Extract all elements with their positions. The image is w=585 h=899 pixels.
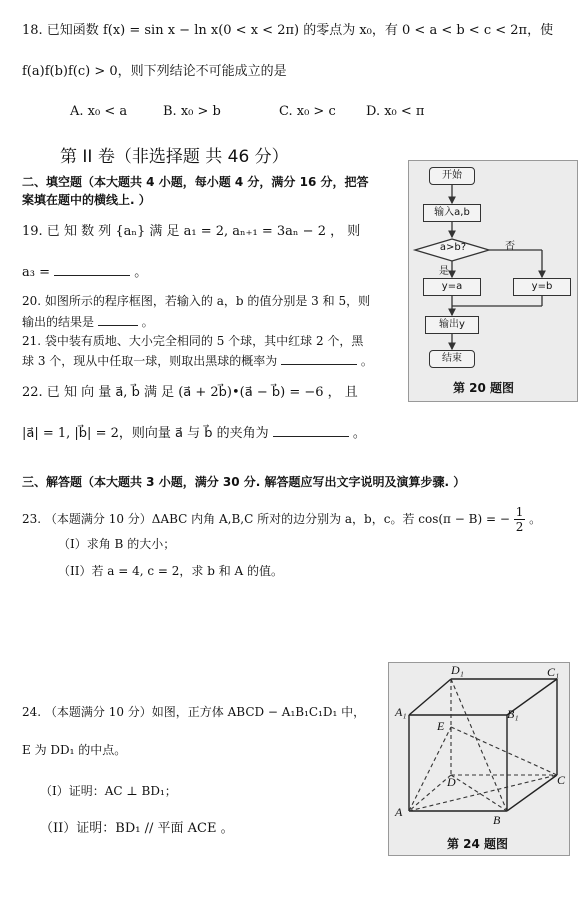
part2-title: 第 II 卷（非选择题 共 46 分） <box>60 147 289 167</box>
flowchart-no-label: 否 <box>505 241 515 252</box>
q19-answer-label: a₃ = <box>22 265 50 280</box>
q19-line1: 19. 已 知 数 列 {aₙ} 满 足 a₁ = 2, aₙ₊₁ = 3aₙ − 2 ， 则 <box>22 224 361 239</box>
q20-line1: 20. 如图所示的程序框图，若输入的 a，b 的值分别是 3 和 5，则 <box>22 294 371 308</box>
q23-period: 。 <box>529 512 542 526</box>
q21-answer-blank[interactable] <box>281 352 357 365</box>
cube-drawing <box>389 663 569 855</box>
flowchart-caption: 第 20 题图 <box>453 381 515 395</box>
q20-line2 <box>22 313 154 331</box>
q23-part2: （II）若 a = 4, c = 2，求 b 和 A 的值。 <box>58 564 284 578</box>
q20-answer-label: 输出的结果是 <box>22 315 95 329</box>
cube-figure <box>388 662 570 856</box>
q23-fraction <box>514 505 526 534</box>
q23-part1: （I）求角 B 的大小； <box>58 537 176 551</box>
cube-label-b: B <box>493 813 501 827</box>
q20-answer-blank[interactable] <box>98 313 138 326</box>
cube-label-a: A <box>395 805 403 819</box>
q22-answer-label: |a⃗| = 1, |b⃗| = 2，则向量 a⃗ 与 b⃗ 的夹角为 <box>22 426 269 441</box>
section2-line2: 案填在题中的横线上. ） <box>22 193 151 207</box>
cube-label-a1: A₁ <box>395 705 407 719</box>
q21-line2 <box>22 352 373 370</box>
cube-label-b1: B₁ <box>507 707 519 721</box>
flowchart-assign-b: y=b <box>513 278 571 296</box>
q19-answer-blank[interactable] <box>54 263 130 276</box>
cube-label-c1: C₁ <box>547 665 560 679</box>
q19-period: 。 <box>134 265 148 280</box>
q23-fraction-numerator: 1 <box>515 505 524 519</box>
section2-line1: 二、填空题（本大题共 4 小题，每小题 4 分，满分 16 分，把答 <box>22 175 369 189</box>
q18-line2: f(a)f(b)f(c) > 0，则下列结论不可能成立的是 <box>22 64 287 79</box>
cube-label-d1: D₁ <box>451 663 464 677</box>
flowchart-input: 输入a,b <box>423 204 481 222</box>
flowchart-end: 结束 <box>429 350 475 368</box>
q19-line2 <box>22 263 147 282</box>
flowchart-output: 输出y <box>425 316 479 334</box>
q22-period: 。 <box>352 426 366 441</box>
q24-part1: （I）证明：AC ⊥ BD₁； <box>40 784 177 798</box>
flowchart-condition: a>b? <box>439 242 467 253</box>
q24-part2: （II）证明：BD₁ // 平面 ACE 。 <box>40 821 234 836</box>
q24-line2: E 为 DD₁ 的中点。 <box>22 743 127 757</box>
cube-label-d: D <box>447 775 456 789</box>
q18-option-b: B. x₀ > b <box>163 104 221 119</box>
q20-period: 。 <box>141 315 154 329</box>
q22-answer-blank[interactable] <box>273 424 349 437</box>
q23-fraction-denominator: 2 <box>515 520 524 534</box>
q18-line1: 18. 已知函数 f(x) = sin x − ln x(0 < x < 2π) 的零点为 x₀，有 0 < a < b < c < 2π，使 <box>22 23 554 38</box>
flowchart-figure <box>408 160 578 402</box>
flowchart-assign-a: y=a <box>423 278 481 296</box>
q18-option-c: C. x₀ > c <box>279 104 336 119</box>
q18-option-a: A. x₀ < a <box>70 104 128 119</box>
q24-line1: 24. （本题满分 10 分）如图，正方体 ABCD − A₁B₁C₁D₁ 中， <box>22 705 366 719</box>
q21-line1: 21. 袋中装有质地、大小完全相同的 5 个球，其中红球 2 个，黑 <box>22 334 364 348</box>
cube-label-c: C <box>557 773 566 787</box>
q21-answer-label: 球 3 个，现从中任取一球，则取出黑球的概率为 <box>22 354 278 368</box>
cube-caption: 第 24 题图 <box>447 837 509 851</box>
q18-option-d: D. x₀ < π <box>366 104 425 119</box>
flowchart-yes-label: 是 <box>439 266 449 277</box>
section3-title: 三、解答题（本大题共 3 小题，满分 30 分. 解答题应写出文字说明及演算步骤. ） <box>22 475 466 489</box>
cube-label-e: E <box>437 719 445 733</box>
q23-text: 23. （本题满分 10 分）ΔABC 内角 A,B,C 所对的边分别为 a，b，c。若 cos(π − B) = − <box>22 512 510 526</box>
q22-line1: 22. 已 知 向 量 a⃗, b⃗ 满 足 (a⃗ + 2b⃗)•(a⃗ − b⃗) = −6 ， 且 <box>22 385 358 400</box>
q23-line1 <box>22 505 582 534</box>
flowchart-start: 开始 <box>429 167 475 185</box>
q22-line2 <box>22 424 366 443</box>
q21-period: 。 <box>360 354 373 368</box>
